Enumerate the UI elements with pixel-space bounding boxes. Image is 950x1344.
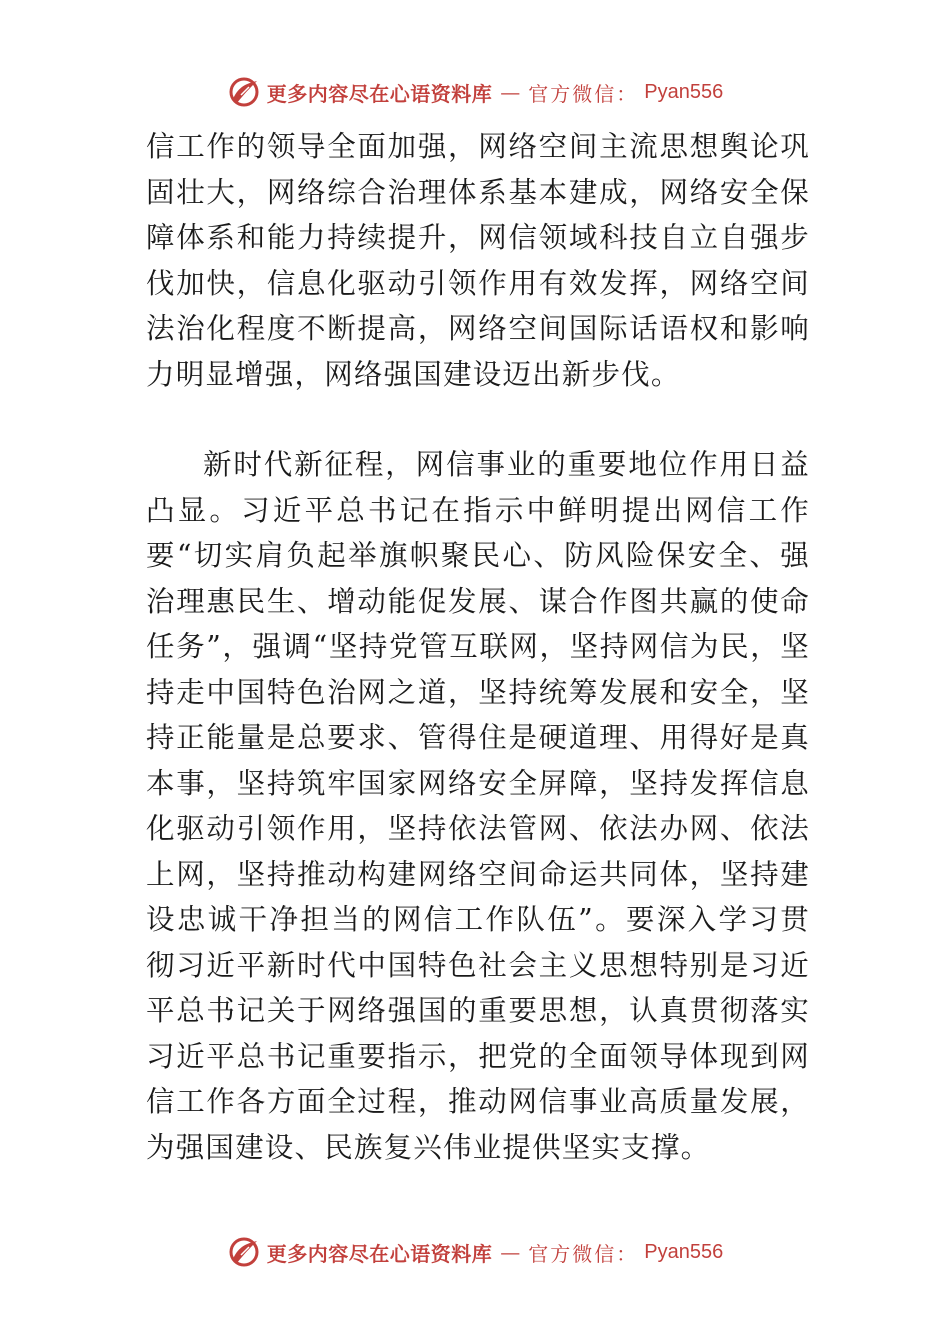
footer-watermark bbox=[0, 1232, 950, 1272]
watermark-main-text: 更多内容尽在心语资料库 bbox=[266, 1241, 493, 1266]
paragraph-continuation: 信工作的领导全面加强，网络空间主流思想舆论巩固壮大，网络综合治理体系基本建成，网络安全保障体系和能力持续提升，网信领域科技自立自强步伐加快，信息化驱动引领作用有效发挥，网络空间法治化程度不断提高，网络空间国际话语权和影响力明显增强，网络强国建设迈出新步伐。 bbox=[146, 130, 810, 391]
watermark-sub-text: 官方微信： bbox=[528, 1241, 639, 1266]
watermark-sub-text: 官方微信： bbox=[528, 81, 639, 106]
watermark-dash: — bbox=[500, 1240, 521, 1264]
paragraph-new-era: 新时代新征程，网信事业的重要地位作用日益凸显。习近平总书记在指示中鲜明提出网信工作要“切实肩负起举旗帜聚民心、防风险保安全、强治理惠民生、增动能促发展、谋合作图共赢的使命任务”，强调“坚持党管互联网，坚持网信为民，坚持走中国特色治网之道，坚持统筹发展和安全，坚持正能量是总要求、管得住是硬道理、用得好是真本事，坚持筑牢国家网络安全屏障，坚持发挥信息化驱动引领作用，坚持依法管网、依法办网、依法上网，坚持推动构建网络空间命运共同体，坚持建设忠诚干净担当的网信工作队伍”。要深入学习贯彻习近平新时代中国特色社会主义思想特别是习近平总书记关于网络强国的重要思想，认真贯彻落实习近平总书记重要指示，把党的全面领导体现到网信工作各方面全过程，推动网信事业高质量发展，为强国建设、民族复兴伟业提供坚实支撑。 bbox=[146, 448, 810, 1164]
watermark-main-text: 更多内容尽在心语资料库 bbox=[266, 81, 493, 106]
watermark-dash: — bbox=[500, 80, 521, 104]
watermark-wechat-id: Pyan556 bbox=[644, 1240, 724, 1263]
document-body bbox=[146, 124, 810, 1170]
header-watermark bbox=[0, 72, 950, 112]
brand-logo-icon bbox=[227, 75, 261, 109]
watermark-wechat-id: Pyan556 bbox=[644, 80, 724, 103]
brand-logo-icon bbox=[227, 1235, 261, 1269]
